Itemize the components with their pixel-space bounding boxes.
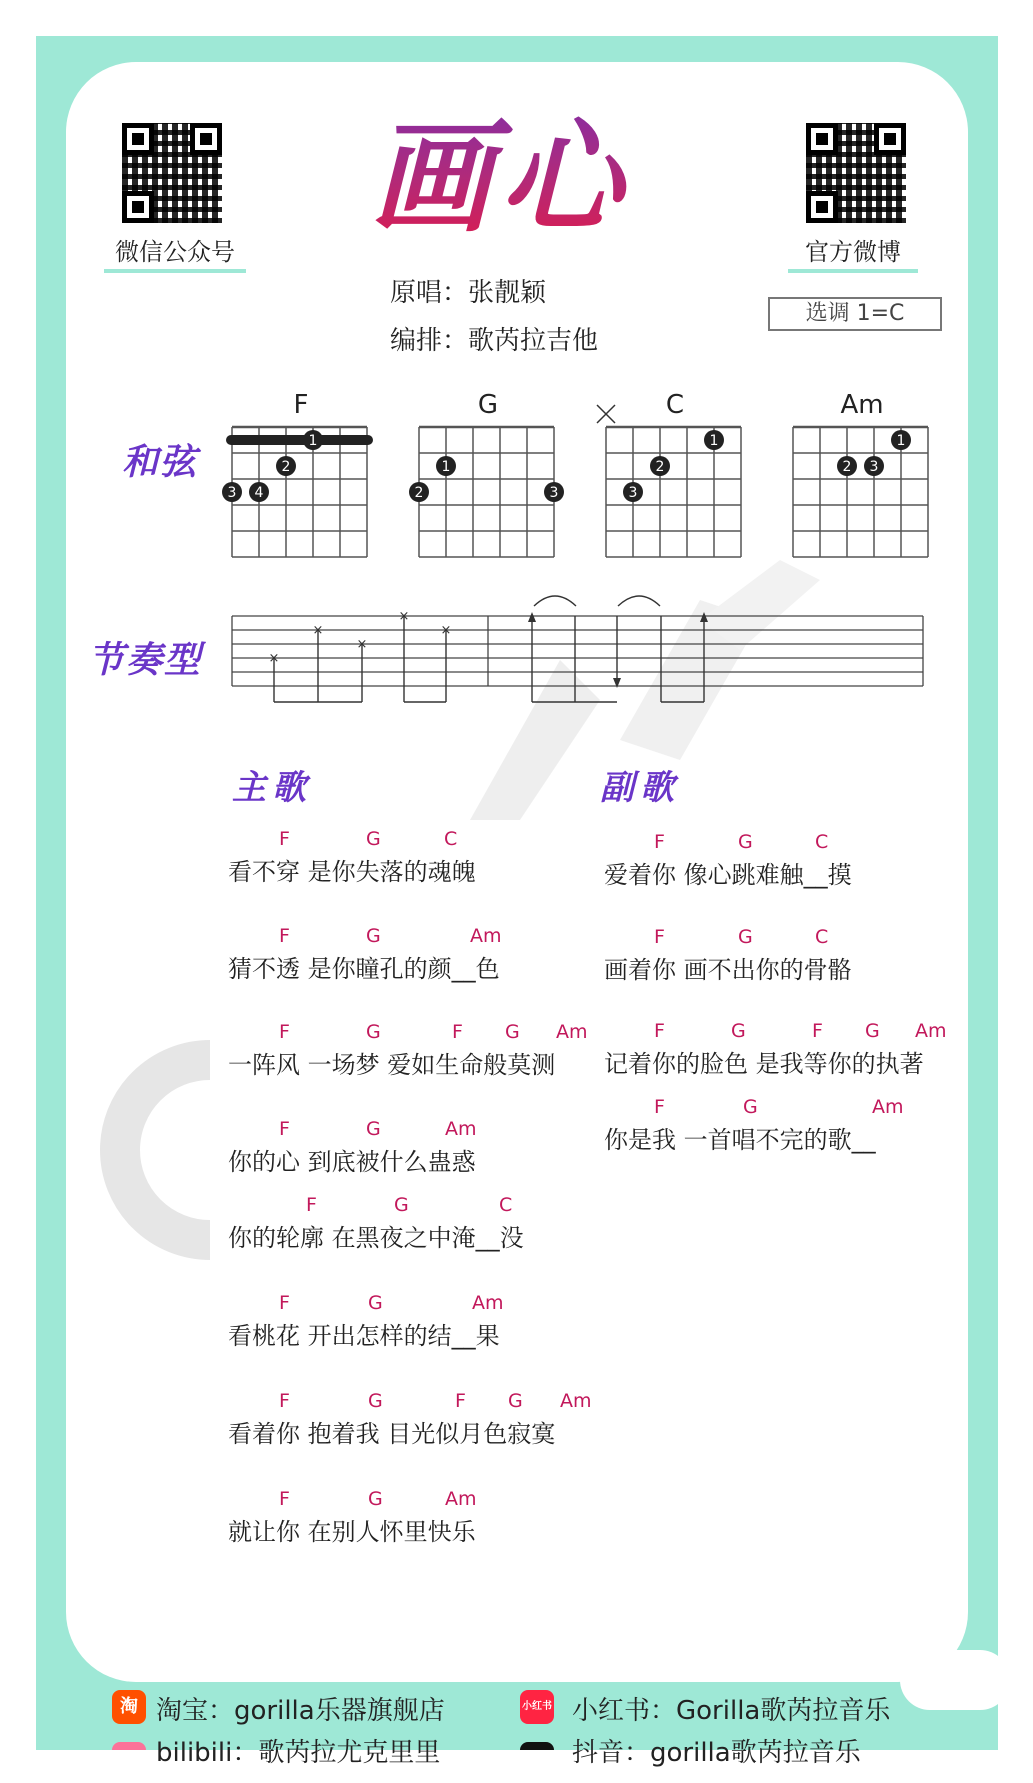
chord-symbol: F xyxy=(455,1390,466,1412)
finger-number: 3 xyxy=(227,485,237,501)
chorus-label: 副歌 xyxy=(600,768,680,808)
lyric-line: 你是我 一首唱不完的歌__ xyxy=(604,1126,876,1154)
chord-symbol: F xyxy=(279,1488,290,1510)
chord-symbol: G xyxy=(366,1021,381,1043)
strum-mark: × xyxy=(440,623,452,638)
chord-name-f: F xyxy=(293,390,309,420)
lyric-line: 看着你 抱着我 目光似月色寂寞 xyxy=(228,1420,556,1448)
chord-name-c: C xyxy=(665,390,685,420)
chord-symbol: C xyxy=(444,828,458,850)
chord-symbol: Am xyxy=(872,1096,904,1118)
chord-symbol: F xyxy=(654,831,665,853)
chord-symbol: Am xyxy=(445,1118,477,1140)
wechat-label: 微信公众号 xyxy=(104,232,246,273)
lyric-line: 看不穿 是你失落的魂魄 xyxy=(228,858,476,886)
chord-symbol: G xyxy=(508,1390,523,1412)
chord-name-g: G xyxy=(477,390,499,420)
chord-symbol: F xyxy=(812,1020,823,1042)
song-title: 画心 xyxy=(370,80,630,255)
strum-mark: × xyxy=(312,623,324,638)
verse-label: 主歌 xyxy=(232,768,312,808)
up-arrow xyxy=(528,612,536,622)
finger-number: 3 xyxy=(549,485,559,501)
finger-number: 3 xyxy=(869,459,879,475)
chord-symbol: Am xyxy=(445,1488,477,1510)
chord-symbol: C xyxy=(499,1194,513,1216)
xiaohongshu-icon: 小红书 xyxy=(520,1690,554,1724)
lyric-line: 记着你的脸色 是我等你的执著 xyxy=(604,1050,924,1078)
finger-number: 2 xyxy=(655,459,665,475)
up-arrow xyxy=(700,612,708,622)
lyric-line: 猜不透 是你瞳孔的颜__色 xyxy=(228,955,500,983)
lyric-line: 你的心 到底被什么蛊惑 xyxy=(228,1148,476,1176)
chord-symbol: F xyxy=(279,925,290,947)
chord-symbol: G xyxy=(505,1021,520,1043)
chord-symbol: Am xyxy=(470,925,502,947)
rhythm-label: 节奏型 xyxy=(88,639,203,681)
chord-symbol: F xyxy=(279,1390,290,1412)
finger-number: 1 xyxy=(441,459,451,475)
finger-number: 1 xyxy=(308,433,318,449)
chord-symbol: G xyxy=(865,1020,880,1042)
finger-number: 4 xyxy=(254,485,264,501)
chord-symbol: Am xyxy=(472,1292,504,1314)
chord-symbol: F xyxy=(654,1096,665,1118)
chord-symbol: G xyxy=(366,828,381,850)
finger-number: 2 xyxy=(281,459,291,475)
chord-symbol: F xyxy=(654,1020,665,1042)
chord-symbol: F xyxy=(306,1194,317,1216)
lyric-line: 画着你 画不出你的骨骼 xyxy=(604,956,852,984)
arranger: 编排：歌芮拉吉他 xyxy=(390,326,599,356)
chord-symbol: G xyxy=(366,1118,381,1140)
chords-label: 和弦 xyxy=(122,441,199,483)
chord-symbol: G xyxy=(743,1096,758,1118)
chord-symbol: G xyxy=(738,831,753,853)
chord-symbol: F xyxy=(279,828,290,850)
finger-number: 1 xyxy=(896,433,906,449)
finger-number: 1 xyxy=(709,433,719,449)
chord-name-am: Am xyxy=(840,390,884,420)
chord-symbol: G xyxy=(368,1488,383,1510)
douyin-icon xyxy=(520,1742,554,1750)
chord-symbol: F xyxy=(452,1021,463,1043)
xiaohongshu-account[interactable]: 小红书：Gorilla歌芮拉音乐 xyxy=(572,1696,891,1726)
strum-mark: × xyxy=(398,609,410,624)
finger-number: 2 xyxy=(842,459,852,475)
lyric-line: 一阵风 一场梦 爱如生命般莫测 xyxy=(228,1051,556,1079)
tie xyxy=(618,596,660,606)
cloud-decoration xyxy=(900,1650,1010,1710)
chord-symbol: F xyxy=(654,926,665,948)
chord-symbol: G xyxy=(368,1390,383,1412)
chord-symbol: G xyxy=(731,1020,746,1042)
chord-symbol: C xyxy=(815,831,829,853)
finger-number: 3 xyxy=(628,485,638,501)
chord-symbol: Am xyxy=(560,1390,592,1412)
lyric-line: 你的轮廓 在黑夜之中淹__没 xyxy=(228,1224,524,1252)
chord-symbol: F xyxy=(279,1021,290,1043)
chord-symbol: C xyxy=(815,926,829,948)
douyin-account[interactable]: 抖音：gorilla歌芮拉音乐 xyxy=(572,1738,861,1768)
taobao-store[interactable]: 淘宝：gorilla乐器旗舰店 xyxy=(156,1696,445,1726)
strum-mark: × xyxy=(268,651,280,666)
finger-number: 2 xyxy=(414,485,424,501)
bilibili-account[interactable]: bilibili：歌芮拉尤克里里 xyxy=(156,1738,441,1768)
chord-symbol: Am xyxy=(915,1020,947,1042)
taobao-icon: 淘 xyxy=(112,1690,146,1724)
key-box: 选调 1=C xyxy=(768,297,942,331)
tie xyxy=(534,596,576,606)
bilibili-icon xyxy=(112,1742,146,1750)
lyric-line: 爱着你 像心跳难触__摸 xyxy=(604,861,852,889)
chord-symbol: F xyxy=(279,1292,290,1314)
chord-symbol: Am xyxy=(556,1021,588,1043)
lyric-line: 就让你 在别人怀里快乐 xyxy=(228,1518,476,1546)
rhythm-pattern xyxy=(0,0,1033,720)
original-singer: 原唱：张靓颖 xyxy=(390,278,547,308)
strum-mark: × xyxy=(356,637,368,652)
lyric-line: 看桃花 开出怎样的结__果 xyxy=(228,1322,500,1350)
chord-symbol: G xyxy=(366,925,381,947)
chord-symbol: G xyxy=(394,1194,409,1216)
chord-symbol: G xyxy=(738,926,753,948)
chord-symbol: F xyxy=(279,1118,290,1140)
weibo-label: 官方微博 xyxy=(788,232,918,273)
chord-symbol: G xyxy=(368,1292,383,1314)
